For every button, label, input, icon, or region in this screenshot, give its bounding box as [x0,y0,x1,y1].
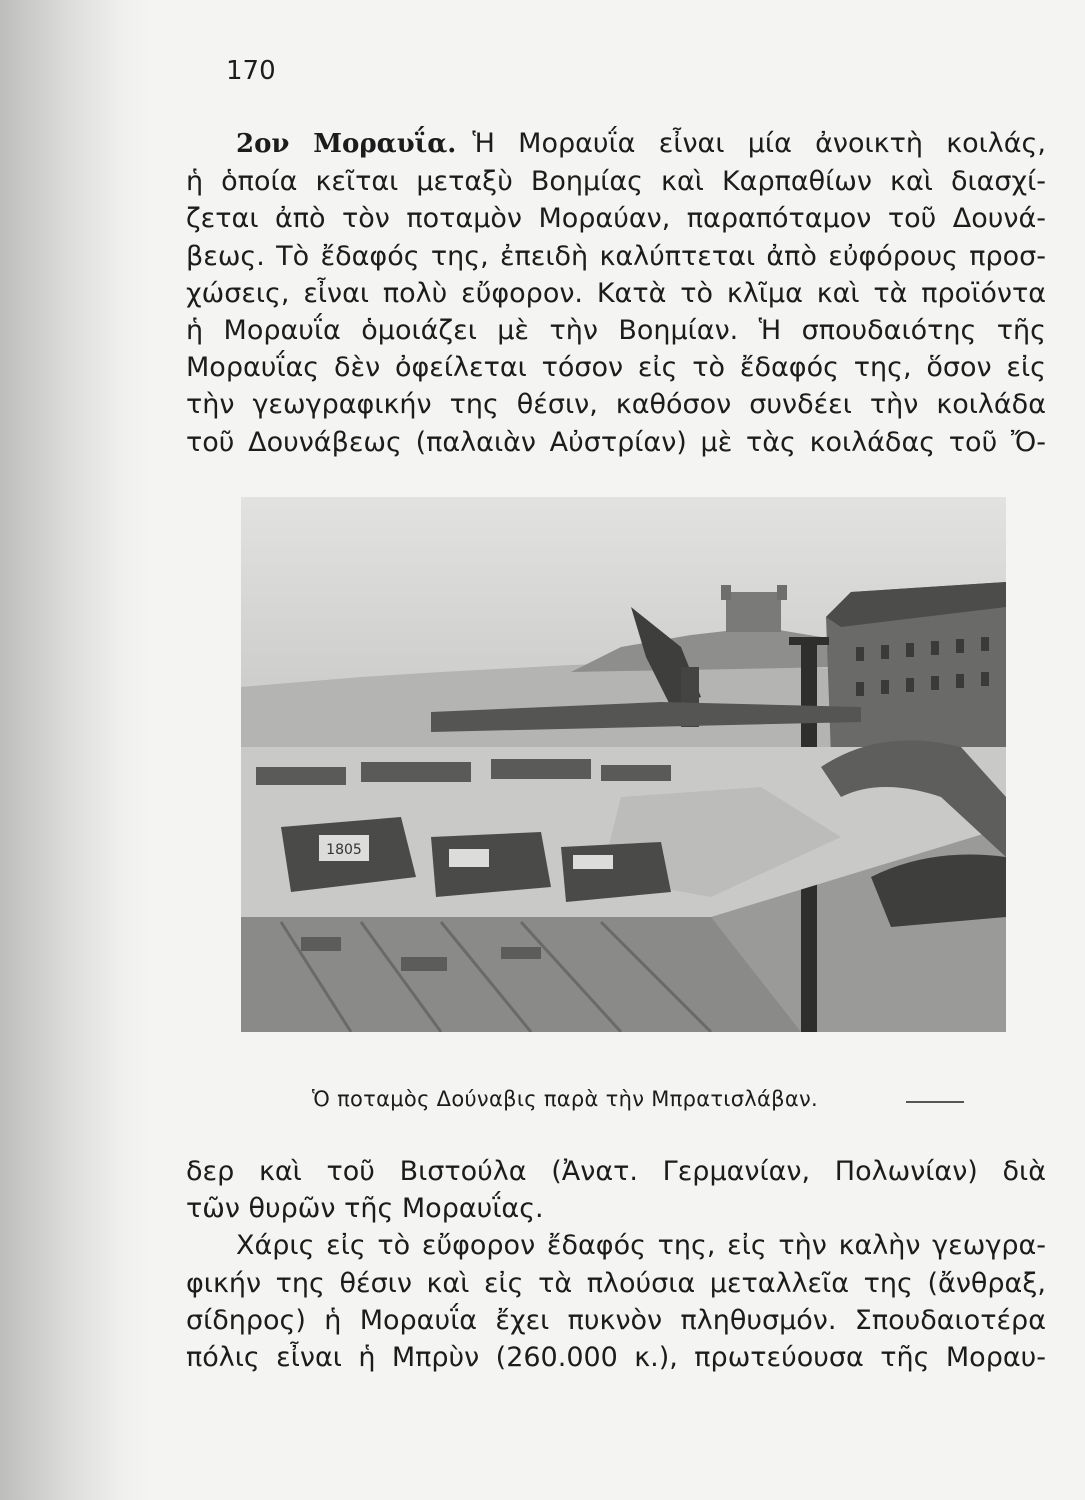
paragraph-line: Ἡ Μοραυΐα εἶναι μία ἀνοικτὴ κοιλάς, [472,128,1046,159]
section-heading: 2ον Μοραυΐα. [236,129,457,159]
boat-label: 1805 [326,842,362,858]
caption-dash [906,1101,964,1103]
paragraph-line: τοῦ Δουνάβεως (παλαιὰν Αὐστρίαν) μὲ τὰς κοιλάδας τοῦ Ὄ- [186,426,1046,458]
paragraph-line: Χάρις εἰς τὸ εὔφορον ἔδαφός της, εἰς τὴν καλὴν γεωγρα- [236,1230,1046,1262]
paragraph-line: ἡ Μοραυΐα ὁμοιάζει μὲ τὴν Βοημίαν. Ἡ σπουδαιότης τῆς [186,315,1046,347]
paragraph-line: φικήν της θέσιν καὶ εἰς τὰ πλούσια μεταλλεῖα της (ἄνθραξ, [186,1267,1046,1299]
paragraph-line: τὴν γεωγραφικήν της θέσιν, καθόσον συνδέει τὴν κοιλάδα [186,389,1046,421]
paragraph-line: Μοραυΐας δὲν ὀφείλεται τόσον εἰς τὸ ἔδαφός της, ὅσον εἰς [186,352,1046,384]
paragraph-line: βεως. Τὸ ἔδαφός της, ἐπειδὴ καλύπτεται ἀπὸ εὐφόρους προσ- [186,240,1046,272]
paragraph-first-line [186,125,1046,163]
paragraph-line: σίδηρος) ἡ Μοραυΐα ἔχει πυκνὸν πληθυσμόν. Σπουδαιοτέρα [186,1304,1046,1336]
paragraph-line: πόλις εἶναι ἡ Μπρὺν (260.000 κ.), πρωτεύουσα τῆς Μοραυ- [186,1342,1046,1374]
paragraph-line: δερ καὶ τοῦ Βιστούλα (Ἀνατ. Γερμανίαν, Πολωνίαν) διὰ [186,1156,1046,1187]
book-spine-shadow [0,0,150,1500]
danube-photo [241,497,1006,1032]
section-moravia [186,125,1046,461]
page-number: 170 [226,56,276,86]
paragraph-line: ζεται ἀπὸ τὸν ποταμὸν Μοραύαν, παραπόταμον τοῦ Δουνά- [186,203,1046,235]
photo-caption: Ὁ ποταμὸς Δούναβις παρὰ τὴν Μπρατισλάβαν. [312,1087,819,1111]
paragraph-line: ἡ ὁποία κεῖται μεταξὺ Βοημίας καὶ Καρπαθίων καὶ διασχί- [186,166,1046,198]
paragraph-line: χώσεις, εἶναι πολὺ εὔφορον. Κατὰ τὸ κλῖμα καὶ τὰ προϊόντα [186,277,1046,309]
paragraph-line: τῶν θυρῶν τῆς Μοραυΐας. [186,1193,544,1225]
section-moravia-continued [186,1153,1046,1376]
